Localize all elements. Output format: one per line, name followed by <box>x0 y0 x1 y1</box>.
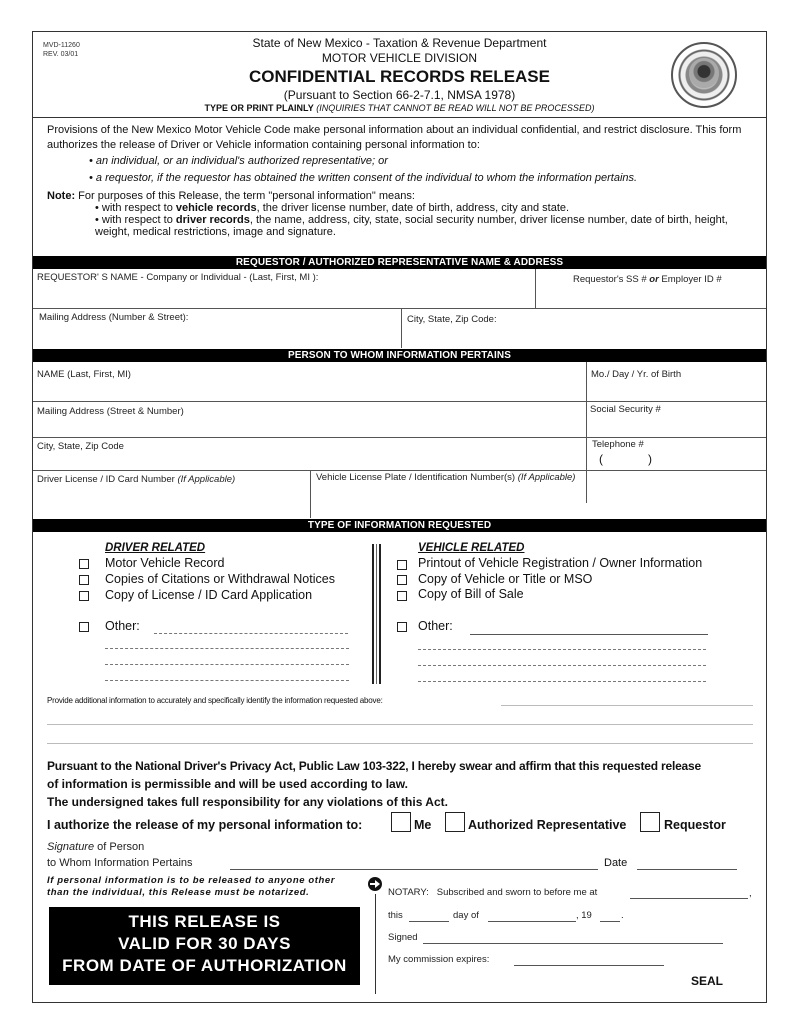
person-plate-label: Vehicle License Plate / Identification Number(s) (If Applicable) <box>316 472 576 483</box>
validity-notice: THIS RELEASE IS VALID FOR 30 DAYS FROM DATE OF AUTHORIZATION <box>49 907 360 985</box>
additional-info-input[interactable] <box>501 705 753 706</box>
requestor-address-field[interactable] <box>33 309 401 347</box>
option-label: Other: <box>418 619 453 633</box>
checkbox-citations[interactable] <box>79 575 89 585</box>
authorize-option-label: Authorized Representative <box>468 818 627 832</box>
affirmation-line: The undersigned takes full responsibility for any violations of this Act. <box>47 795 448 809</box>
checkbox-title-copy[interactable] <box>397 575 407 585</box>
notarize-warning: If personal information is to be released to anyone other <box>47 875 336 886</box>
person-dob-field[interactable] <box>587 363 767 401</box>
notarize-warning: than the individual, this Release must be notarized. <box>47 887 310 898</box>
provisions-bullet: • an individual, or an individual's authorized representative; or <box>89 155 388 167</box>
requestor-address-label: Mailing Address (Number & Street): <box>39 312 189 323</box>
date-label: Date <box>604 857 628 869</box>
checkbox-authorize-me[interactable] <box>391 812 411 832</box>
notary-commission-input[interactable] <box>514 965 664 966</box>
vehicle-related-heading: VEHICLE RELATED <box>418 542 525 554</box>
driver-other-input-line[interactable] <box>105 664 349 665</box>
person-ssn-field[interactable] <box>587 402 767 437</box>
form-id: MVD-11260 <box>43 42 80 49</box>
page-title: CONFIDENTIAL RECORDS RELEASE <box>249 67 550 86</box>
statute-reference: (Pursuant to Section 66-2-7.1, NMSA 1978) <box>283 88 516 102</box>
person-plate-field[interactable] <box>311 471 767 518</box>
affirmation-line: of information is permissible and will be used according to law. <box>47 777 408 791</box>
vehicle-other-input-line[interactable] <box>418 649 706 650</box>
print-instruction-bold: TYPE OR PRINT PLAINLY <box>204 103 314 113</box>
requestor-ss-field[interactable] <box>536 270 766 308</box>
note-label: Note: <box>47 190 76 202</box>
driver-other-input[interactable] <box>154 633 348 634</box>
vehicle-other-input-line[interactable] <box>418 681 706 682</box>
authorize-label: I authorize the release of my personal information to: <box>47 818 363 832</box>
requestor-city-field[interactable] <box>402 309 766 347</box>
person-dl-label: Driver License / ID Card Number (If Applicable) <box>37 474 236 485</box>
divider <box>33 117 766 118</box>
option-label: Copy of Vehicle or Title or MSO <box>418 572 593 586</box>
checkbox-bill-of-sale[interactable] <box>397 591 407 601</box>
notary-year-input[interactable] <box>600 921 620 922</box>
notary-signed-label: Signed <box>388 932 418 943</box>
person-section-header: PERSON TO WHOM INFORMATION PERTAINS <box>33 349 766 362</box>
checkbox-authorize-requestor[interactable] <box>640 812 660 832</box>
requestor-city-label: City, State, Zip Code: <box>407 314 497 325</box>
provisions-paragraph: Provisions of the New Mexico Motor Vehicle Code make personal information about an individual confidential, and restrict disclosure. This form authorizes the release of Driver or Vehicle information containing personal information to: <box>47 124 742 151</box>
option-label: Copy of Bill of Sale <box>418 587 524 601</box>
option-label: Printout of Vehicle Registration / Owner Information <box>418 556 703 570</box>
person-name-label: NAME (Last, First, MI) <box>37 369 131 380</box>
driver-related-heading: DRIVER RELATED <box>105 542 206 554</box>
notary-signature-input[interactable] <box>423 943 723 944</box>
note-text: For purposes of this Release, the term "personal information" means: <box>78 190 415 202</box>
requestor-ss-label: Requestor's SS # or Employer ID # <box>573 274 722 285</box>
person-name-field[interactable] <box>33 363 586 401</box>
notary-day-input[interactable] <box>409 921 449 922</box>
driver-other-input-line[interactable] <box>105 680 349 681</box>
person-ssn-label: Social Security # <box>590 404 661 415</box>
form-frame: MVD-11260 REV. 03/01 State of New Mexico - Taxation & Revenue Department MOTOR VEHICLE DIVISION CONFIDENTIAL RECORDS RELEASE (Pursuant to Section 66-2-7.1, NMSA 1978) TYPE OR PRINT PLAINLY (INQUIRIES THAT CANNOT BE READ WILL NOT BE PROCESSED) Provisions of the New Mexico Motor Vehicle Code make personal information about an individual confidential, and restrict disclosure. This form authorizes the release of Driver or Vehicle information containing personal information to: • an individual, or an individual's authorized representative; or • a requestor, if the requestor has obtained the written consent of the individual to whom the information pertains. Note: For purposes of this Release, the term "personal information" means: • with respect to vehicle records, the driver license number, date of birth, address, city and state. • with respect to driver records, the name, address, city, state, social security number, driver license number, date of birth, height, weight, medical restrictions, image and signature. REQUESTOR / AUTHORIZED REPRESENTATIVE NAME & ADDRESS REQUESTOR' S NAME - Company or Individual - (Last, First, MI ): Requestor's SS # or Employer ID # Mailing Address (Number & Street): City, State, Zip Code: PERSON TO WHOM INFORMATION PERTAINS NAME (Last, First, MI) Mo./ Day / Yr. of Birth Mailing Address (Street & Number) Social Security # City, State, Zip Code Telephone # ( ) Driver License / ID Card Number (If Applicable) Vehicle License Plate / Identification Number(s) (If Applicable) TYPE OF INFORMATION REQUESTED DRIVER RELATED Motor Vehicle Record Copies of Citations or Withdrawal Notices Copy of License / ID Card Application Other: VEHICLE RELATED Printout of Vehicle Registration / Owner Information Copy of Vehicle or Title or MSO Copy of Bill of Sale Other: Provide additional information to accurately and specifically identify the information requested above: Pursuant to the National Driver's Privacy Act, Public Law 103-322, I hereby swear and affirm that this requested release of information is permissible and will be used according to law. The undersigned takes full responsibility for any violations of this Act. I authorize the release of my personal information to: Me Authorized Representative Requestor Signature of Person to Whom Information Pertains Date If personal information is to be released to anyone other than the individual, this Release must be notarized. THIS RELEASE IS VALID FOR 30 DAYS FROM DATE OF AUTHORIZATION NOTARY: Subscribed and sworn to before me at , this day of , 19 . Signed My commission expires: SEAL <box>32 31 767 1003</box>
person-address-field[interactable] <box>33 402 586 437</box>
notary-this-label: this <box>388 910 403 921</box>
person-address-label: Mailing Address (Street & Number) <box>37 406 184 417</box>
form-revision: REV. 03/01 <box>43 51 79 58</box>
option-label: Other: <box>105 619 140 633</box>
note <box>47 190 415 202</box>
notary-subscribed-label: NOTARY: Subscribed and sworn to before me at <box>388 887 598 898</box>
checkbox-driver-other[interactable] <box>79 622 89 632</box>
requestor-section-header: REQUESTOR / AUTHORIZED REPRESENTATIVE NAME & ADDRESS <box>33 256 766 269</box>
notary-location-input[interactable] <box>630 898 748 899</box>
vehicle-other-input[interactable] <box>470 634 708 635</box>
notary-year-label: , 19 <box>576 910 592 921</box>
vehicle-other-input-line[interactable] <box>418 665 706 666</box>
checkbox-vehicle-other[interactable] <box>397 622 407 632</box>
column-divider <box>372 544 374 684</box>
option-label: Copies of Citations or Withdrawal Notices <box>105 572 335 586</box>
person-city-label: City, State, Zip Code <box>37 441 124 452</box>
note-item-driver: • with respect to driver records, the name, address, city, state, social security number, driver license number, date of birth, height, weight, medical restrictions, image and signature. <box>95 214 728 238</box>
signature-label-line2: to Whom Information Pertains <box>47 857 193 869</box>
notary-day-of-label: day of <box>453 910 479 921</box>
checkbox-authorize-representative[interactable] <box>445 812 465 832</box>
additional-info-line[interactable] <box>47 724 753 725</box>
state-seal-icon <box>671 42 737 108</box>
checkbox-registration-printout[interactable] <box>397 560 407 570</box>
person-phone-field[interactable] <box>587 438 767 470</box>
print-instruction-italic: (INQUIRIES THAT CANNOT BE READ WILL NOT BE PROCESSED) <box>316 103 595 113</box>
option-label: Copy of License / ID Card Application <box>105 588 313 602</box>
signature-input[interactable] <box>230 869 598 870</box>
driver-other-input-line[interactable] <box>105 648 349 649</box>
arrow-right-circle-icon <box>368 877 382 891</box>
authorize-option-label: Requestor <box>664 818 726 832</box>
phone-area-paren-close: ) <box>648 452 652 466</box>
person-dl-field[interactable] <box>33 471 310 518</box>
signature-label: Signature of Person <box>47 841 145 853</box>
phone-area-paren-open: ( <box>599 452 603 466</box>
department-name: State of New Mexico - Taxation & Revenue Department <box>252 36 547 50</box>
note-item-vehicle: • with respect to vehicle records, the driver license number, date of birth, address, city and state. <box>95 202 570 214</box>
affirmation-line: Pursuant to the National Driver's Privacy Act, Public Law 103-322, I hereby swear and affirm that this requested release <box>47 759 701 773</box>
print-instruction <box>33 103 766 113</box>
notary-commission-label: My commission expires: <box>388 954 490 965</box>
checkbox-license-application[interactable] <box>79 591 89 601</box>
option-label: Motor Vehicle Record <box>105 556 225 570</box>
authorize-option-label: Me <box>414 818 432 832</box>
info-section-header: TYPE OF INFORMATION REQUESTED <box>33 519 766 532</box>
person-phone-label: Telephone # <box>592 439 644 450</box>
date-input[interactable] <box>637 869 737 870</box>
additional-info-line[interactable] <box>47 743 753 744</box>
checkbox-motor-vehicle-record[interactable] <box>79 559 89 569</box>
requestor-name-field[interactable] <box>33 270 535 308</box>
person-city-field[interactable] <box>33 438 586 470</box>
provisions-bullet: • a requestor, if the requestor has obtained the written consent of the individual to whom the information pertains. <box>89 172 638 184</box>
division-name: MOTOR VEHICLE DIVISION <box>321 51 478 65</box>
notary-seal-label: SEAL <box>691 974 724 988</box>
additional-info-label: Provide additional information to accurately and specifically identify the information requested above: <box>47 696 383 705</box>
person-dob-label: Mo./ Day / Yr. of Birth <box>591 369 682 380</box>
requestor-name-label: REQUESTOR' S NAME - Company or Individual - (Last, First, MI ): <box>37 272 319 283</box>
notary-month-input[interactable] <box>488 921 576 922</box>
